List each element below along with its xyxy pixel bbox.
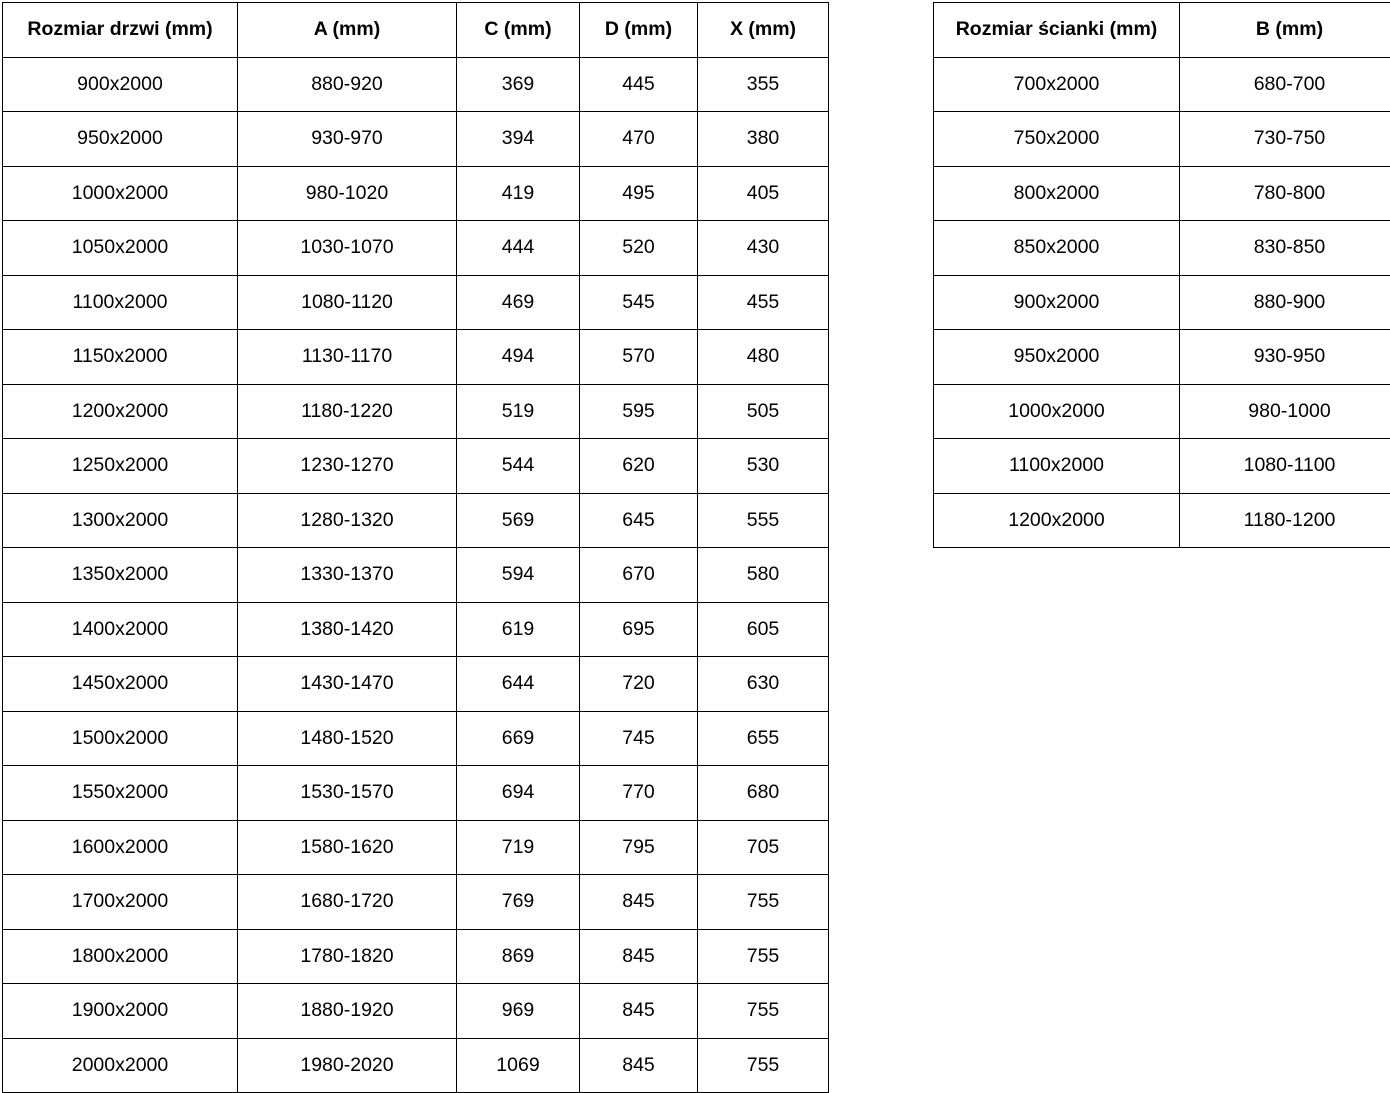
doors-column-header-1: A (mm) — [238, 3, 457, 58]
doors-cell: 1800x2000 — [3, 929, 238, 984]
doors-cell: 720 — [580, 657, 698, 712]
doors-cell: 2000x2000 — [3, 1038, 238, 1093]
wall-cell: 780-800 — [1180, 166, 1390, 221]
doors-cell: 950x2000 — [3, 112, 238, 167]
table-row — [934, 330, 1390, 385]
doors-cell: 1150x2000 — [3, 330, 238, 385]
doors-cell: 520 — [580, 221, 698, 276]
doors-cell: 494 — [457, 330, 580, 385]
wall-cell: 980-1000 — [1180, 384, 1390, 439]
doors-cell: 355 — [698, 57, 829, 112]
doors-cell: 670 — [580, 548, 698, 603]
doors-cell: 930-970 — [238, 112, 457, 167]
doors-cell: 605 — [698, 602, 829, 657]
doors-cell: 1230-1270 — [238, 439, 457, 494]
doors-cell: 669 — [457, 711, 580, 766]
doors-cell: 755 — [698, 875, 829, 930]
doors-cell: 430 — [698, 221, 829, 276]
wall-cell: 700x2000 — [934, 57, 1180, 112]
doors-cell: 505 — [698, 384, 829, 439]
doors-cell: 795 — [580, 820, 698, 875]
doors-cell: 630 — [698, 657, 829, 712]
doors-cell: 555 — [698, 493, 829, 548]
doors-cell: 655 — [698, 711, 829, 766]
table-header-row — [3, 3, 829, 58]
table-row — [934, 439, 1390, 494]
doors-cell: 369 — [457, 57, 580, 112]
doors-cell: 845 — [580, 1038, 698, 1093]
doors-cell: 1130-1170 — [238, 330, 457, 385]
doors-cell: 1700x2000 — [3, 875, 238, 930]
doors-cell: 519 — [457, 384, 580, 439]
doors-cell: 1250x2000 — [3, 439, 238, 494]
wall-cell: 880-900 — [1180, 275, 1390, 330]
doors-cell: 845 — [580, 875, 698, 930]
doors-cell: 619 — [457, 602, 580, 657]
table-row — [3, 657, 829, 712]
doors-cell: 1050x2000 — [3, 221, 238, 276]
table-row — [3, 112, 829, 167]
wall-cell: 730-750 — [1180, 112, 1390, 167]
table-row — [3, 820, 829, 875]
wall-cell: 680-700 — [1180, 57, 1390, 112]
doors-cell: 880-920 — [238, 57, 457, 112]
table-row — [3, 1038, 829, 1093]
doors-cell: 769 — [457, 875, 580, 930]
table-row — [934, 384, 1390, 439]
table-row — [3, 929, 829, 984]
doors-cell: 755 — [698, 1038, 829, 1093]
wall-cell: 930-950 — [1180, 330, 1390, 385]
wall-cell: 800x2000 — [934, 166, 1180, 221]
doors-cell: 755 — [698, 984, 829, 1039]
table-row — [3, 275, 829, 330]
doors-cell: 745 — [580, 711, 698, 766]
doors-cell: 1530-1570 — [238, 766, 457, 821]
doors-cell: 1450x2000 — [3, 657, 238, 712]
wall-cell: 1100x2000 — [934, 439, 1180, 494]
wall-cell: 850x2000 — [934, 221, 1180, 276]
table-row — [3, 548, 829, 603]
wall-dimensions-table — [933, 2, 1390, 548]
doors-cell: 455 — [698, 275, 829, 330]
doors-column-header-4: X (mm) — [698, 3, 829, 58]
table-row — [3, 166, 829, 221]
doors-cell: 419 — [457, 166, 580, 221]
doors-cell: 845 — [580, 929, 698, 984]
wall-column-header-0: Rozmiar ścianki (mm) — [934, 3, 1180, 58]
wall-cell: 1200x2000 — [934, 493, 1180, 548]
wall-cell: 1180-1200 — [1180, 493, 1390, 548]
doors-cell: 1880-1920 — [238, 984, 457, 1039]
doors-cell: 1580-1620 — [238, 820, 457, 875]
table-row — [934, 166, 1390, 221]
doors-cell: 1980-2020 — [238, 1038, 457, 1093]
doors-cell: 1080-1120 — [238, 275, 457, 330]
wall-cell: 900x2000 — [934, 275, 1180, 330]
table-row — [934, 112, 1390, 167]
table-row — [3, 766, 829, 821]
doors-cell: 1600x2000 — [3, 820, 238, 875]
doors-cell: 480 — [698, 330, 829, 385]
doors-cell: 405 — [698, 166, 829, 221]
door-dimensions-table — [2, 2, 829, 1093]
doors-cell: 444 — [457, 221, 580, 276]
doors-column-header-2: C (mm) — [457, 3, 580, 58]
doors-cell: 900x2000 — [3, 57, 238, 112]
table-row — [3, 439, 829, 494]
table-header-row — [934, 3, 1390, 58]
table-row — [3, 493, 829, 548]
doors-cell: 770 — [580, 766, 698, 821]
doors-cell: 570 — [580, 330, 698, 385]
table-row — [3, 57, 829, 112]
wall-cell: 1000x2000 — [934, 384, 1180, 439]
doors-cell: 569 — [457, 493, 580, 548]
table-row — [934, 221, 1390, 276]
table-row — [3, 221, 829, 276]
doors-cell: 1500x2000 — [3, 711, 238, 766]
doors-cell: 1180-1220 — [238, 384, 457, 439]
doors-cell: 469 — [457, 275, 580, 330]
table-row — [934, 57, 1390, 112]
wall-column-header-1: B (mm) — [1180, 3, 1390, 58]
table-row — [3, 711, 829, 766]
doors-cell: 620 — [580, 439, 698, 494]
doors-cell: 1680-1720 — [238, 875, 457, 930]
table-row — [3, 384, 829, 439]
wall-cell: 750x2000 — [934, 112, 1180, 167]
table-row — [934, 493, 1390, 548]
doors-cell: 1350x2000 — [3, 548, 238, 603]
doors-cell: 580 — [698, 548, 829, 603]
doors-cell: 495 — [580, 166, 698, 221]
doors-cell: 869 — [457, 929, 580, 984]
table-row — [3, 602, 829, 657]
doors-cell: 755 — [698, 929, 829, 984]
doors-cell: 845 — [580, 984, 698, 1039]
table-row — [3, 984, 829, 1039]
doors-cell: 595 — [580, 384, 698, 439]
doors-cell: 470 — [580, 112, 698, 167]
doors-cell: 1780-1820 — [238, 929, 457, 984]
doors-cell: 1330-1370 — [238, 548, 457, 603]
doors-cell: 380 — [698, 112, 829, 167]
doors-cell: 695 — [580, 602, 698, 657]
doors-cell: 645 — [580, 493, 698, 548]
doors-cell: 1000x2000 — [3, 166, 238, 221]
doors-cell: 1069 — [457, 1038, 580, 1093]
doors-cell: 530 — [698, 439, 829, 494]
table-row — [934, 275, 1390, 330]
doors-column-header-3: D (mm) — [580, 3, 698, 58]
table-row — [3, 875, 829, 930]
doors-cell: 969 — [457, 984, 580, 1039]
doors-cell: 1550x2000 — [3, 766, 238, 821]
doors-cell: 1430-1470 — [238, 657, 457, 712]
doors-cell: 980-1020 — [238, 166, 457, 221]
doors-cell: 1100x2000 — [3, 275, 238, 330]
wall-cell: 950x2000 — [934, 330, 1180, 385]
doors-cell: 1400x2000 — [3, 602, 238, 657]
doors-cell: 680 — [698, 766, 829, 821]
doors-cell: 1900x2000 — [3, 984, 238, 1039]
doors-cell: 1030-1070 — [238, 221, 457, 276]
table-row — [3, 330, 829, 385]
doors-cell: 594 — [457, 548, 580, 603]
wall-cell: 1080-1100 — [1180, 439, 1390, 494]
doors-cell: 545 — [580, 275, 698, 330]
wall-cell: 830-850 — [1180, 221, 1390, 276]
doors-cell: 394 — [457, 112, 580, 167]
doors-cell: 1480-1520 — [238, 711, 457, 766]
doors-cell: 694 — [457, 766, 580, 821]
doors-cell: 705 — [698, 820, 829, 875]
doors-cell: 544 — [457, 439, 580, 494]
doors-cell: 1380-1420 — [238, 602, 457, 657]
doors-cell: 1280-1320 — [238, 493, 457, 548]
doors-cell: 1200x2000 — [3, 384, 238, 439]
doors-cell: 1300x2000 — [3, 493, 238, 548]
doors-cell: 445 — [580, 57, 698, 112]
doors-cell: 719 — [457, 820, 580, 875]
doors-column-header-0: Rozmiar drzwi (mm) — [3, 3, 238, 58]
doors-cell: 644 — [457, 657, 580, 712]
